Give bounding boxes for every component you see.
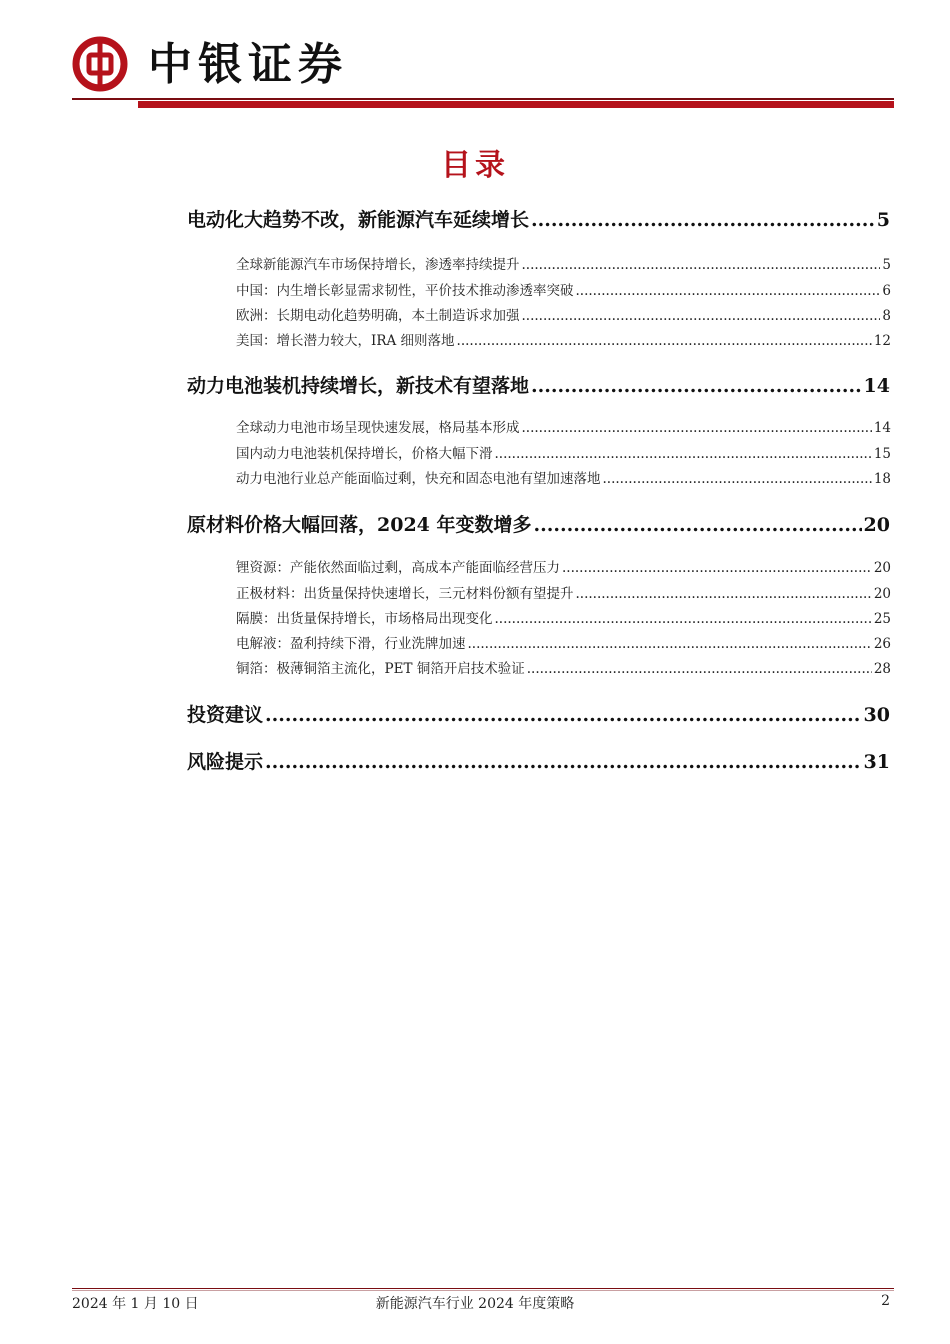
toc-subsection[interactable] — [236, 279, 891, 299]
footer-page-number: 2 — [881, 1293, 890, 1309]
toc-subsection[interactable] — [236, 304, 891, 324]
dot-leader — [576, 283, 881, 299]
dot-leader — [603, 471, 872, 487]
toc-page-number: 14 — [873, 420, 891, 436]
toc-subsection-label: 中国：内生增长彰显需求韧性，平价技术推动渗透率突破 — [236, 283, 574, 299]
toc-page-number: 15 — [873, 446, 891, 462]
toc-subsection-label: 正极材料：出货量保持快速增长，三元材料份额有望提升 — [236, 586, 574, 602]
dot-leader — [457, 333, 872, 349]
toc-page-number: 28 — [873, 661, 891, 677]
toc-page-number: 20 — [863, 514, 890, 536]
toc-section[interactable] — [187, 510, 890, 537]
toc-subsection-label: 全球动力电池市场呈现快速发展，格局基本形成 — [236, 420, 520, 436]
toc-subsection-label: 欧洲：长期电动化趋势明确，本土制造诉求加强 — [236, 308, 520, 324]
dot-leader — [265, 704, 862, 726]
dot-leader — [265, 751, 862, 773]
toc-subsection-label: 国内动力电池装机保持增长，价格大幅下滑 — [236, 446, 493, 462]
dot-leader — [534, 514, 862, 536]
toc-subsection[interactable] — [236, 657, 891, 677]
toc-subsection[interactable] — [236, 556, 891, 576]
toc-subsection-label: 全球新能源汽车市场保持增长，渗透率持续提升 — [236, 257, 520, 273]
toc-page-number: 31 — [863, 751, 890, 773]
toc-page-number: 8 — [882, 308, 891, 324]
toc-page-number: 25 — [873, 611, 891, 627]
toc-subsection-label: 铜箔：极薄铜箔主流化，PET 铜箔开启技术验证 — [236, 661, 525, 677]
toc-title: 目录 — [441, 148, 509, 183]
toc-subsection[interactable] — [236, 416, 891, 436]
toc-subsection[interactable] — [236, 442, 891, 462]
toc-section-label: 电动化大趋势不改，新能源汽车延续增长 — [187, 209, 530, 231]
page-header — [0, 0, 950, 112]
header-divider — [138, 101, 894, 108]
toc-page-number: 20 — [873, 560, 891, 576]
toc-subsection[interactable] — [236, 632, 891, 652]
toc-section-label: 原材料价格大幅回落，2024 年变数增多 — [187, 514, 532, 536]
toc-page-number: 26 — [873, 636, 891, 652]
toc-page-number: 12 — [873, 333, 891, 349]
toc-page-number: 30 — [863, 704, 890, 726]
toc-section-label: 投资建议 — [187, 704, 264, 726]
toc-page-number: 5 — [876, 209, 890, 231]
dot-leader — [522, 308, 881, 324]
toc-subsection-label: 美国：增长潜力较大，IRA 细则落地 — [236, 333, 455, 349]
toc-page-number: 5 — [882, 257, 891, 273]
toc-subsection[interactable] — [236, 253, 891, 273]
toc-subsection[interactable] — [236, 467, 891, 487]
toc-section[interactable] — [187, 747, 890, 774]
toc-section[interactable] — [187, 205, 890, 232]
footer-divider-thin — [72, 1290, 894, 1291]
toc-subsection[interactable] — [236, 607, 891, 627]
toc-subsection-label: 动力电池行业总产能面临过剩，快充和固态电池有望加速落地 — [236, 471, 601, 487]
toc-subsection[interactable] — [236, 329, 891, 349]
dot-leader — [531, 375, 862, 397]
dot-leader — [562, 560, 872, 576]
footer-divider — [72, 1288, 894, 1289]
dot-leader — [576, 586, 872, 602]
toc-section[interactable] — [187, 371, 890, 398]
dot-leader — [527, 661, 872, 677]
footer-report-title: 新能源汽车行业 2024 年度策略 — [375, 1296, 575, 1312]
toc-page-number: 18 — [873, 471, 891, 487]
dot-leader — [495, 446, 872, 462]
footer-date: 2024 年 1 月 10 日 — [72, 1296, 199, 1312]
toc-subsection-label: 电解液：盈利持续下滑，行业洗牌加速 — [236, 636, 466, 652]
toc-section-label: 动力电池装机持续增长，新技术有望落地 — [187, 375, 530, 397]
toc-page-number: 20 — [873, 586, 891, 602]
toc-page-number: 6 — [882, 283, 891, 299]
toc-subsection[interactable] — [236, 582, 891, 602]
dot-leader — [468, 636, 872, 652]
dot-leader — [522, 420, 872, 436]
toc-section[interactable] — [187, 700, 890, 727]
toc-subsection-label: 隔膜：出货量保持增长，市场格局出现变化 — [236, 611, 493, 627]
dot-leader — [531, 209, 875, 231]
brand-name: 中银证券 — [148, 39, 348, 90]
dot-leader — [522, 257, 881, 273]
header-divider-thin — [72, 98, 894, 100]
dot-leader — [495, 611, 872, 627]
bank-of-china-logo-icon — [72, 36, 128, 92]
toc-section-label: 风险提示 — [187, 751, 264, 773]
toc-page-number: 14 — [863, 375, 890, 397]
toc-subsection-label: 锂资源：产能依然面临过剩，高成本产能面临经营压力 — [236, 560, 560, 576]
